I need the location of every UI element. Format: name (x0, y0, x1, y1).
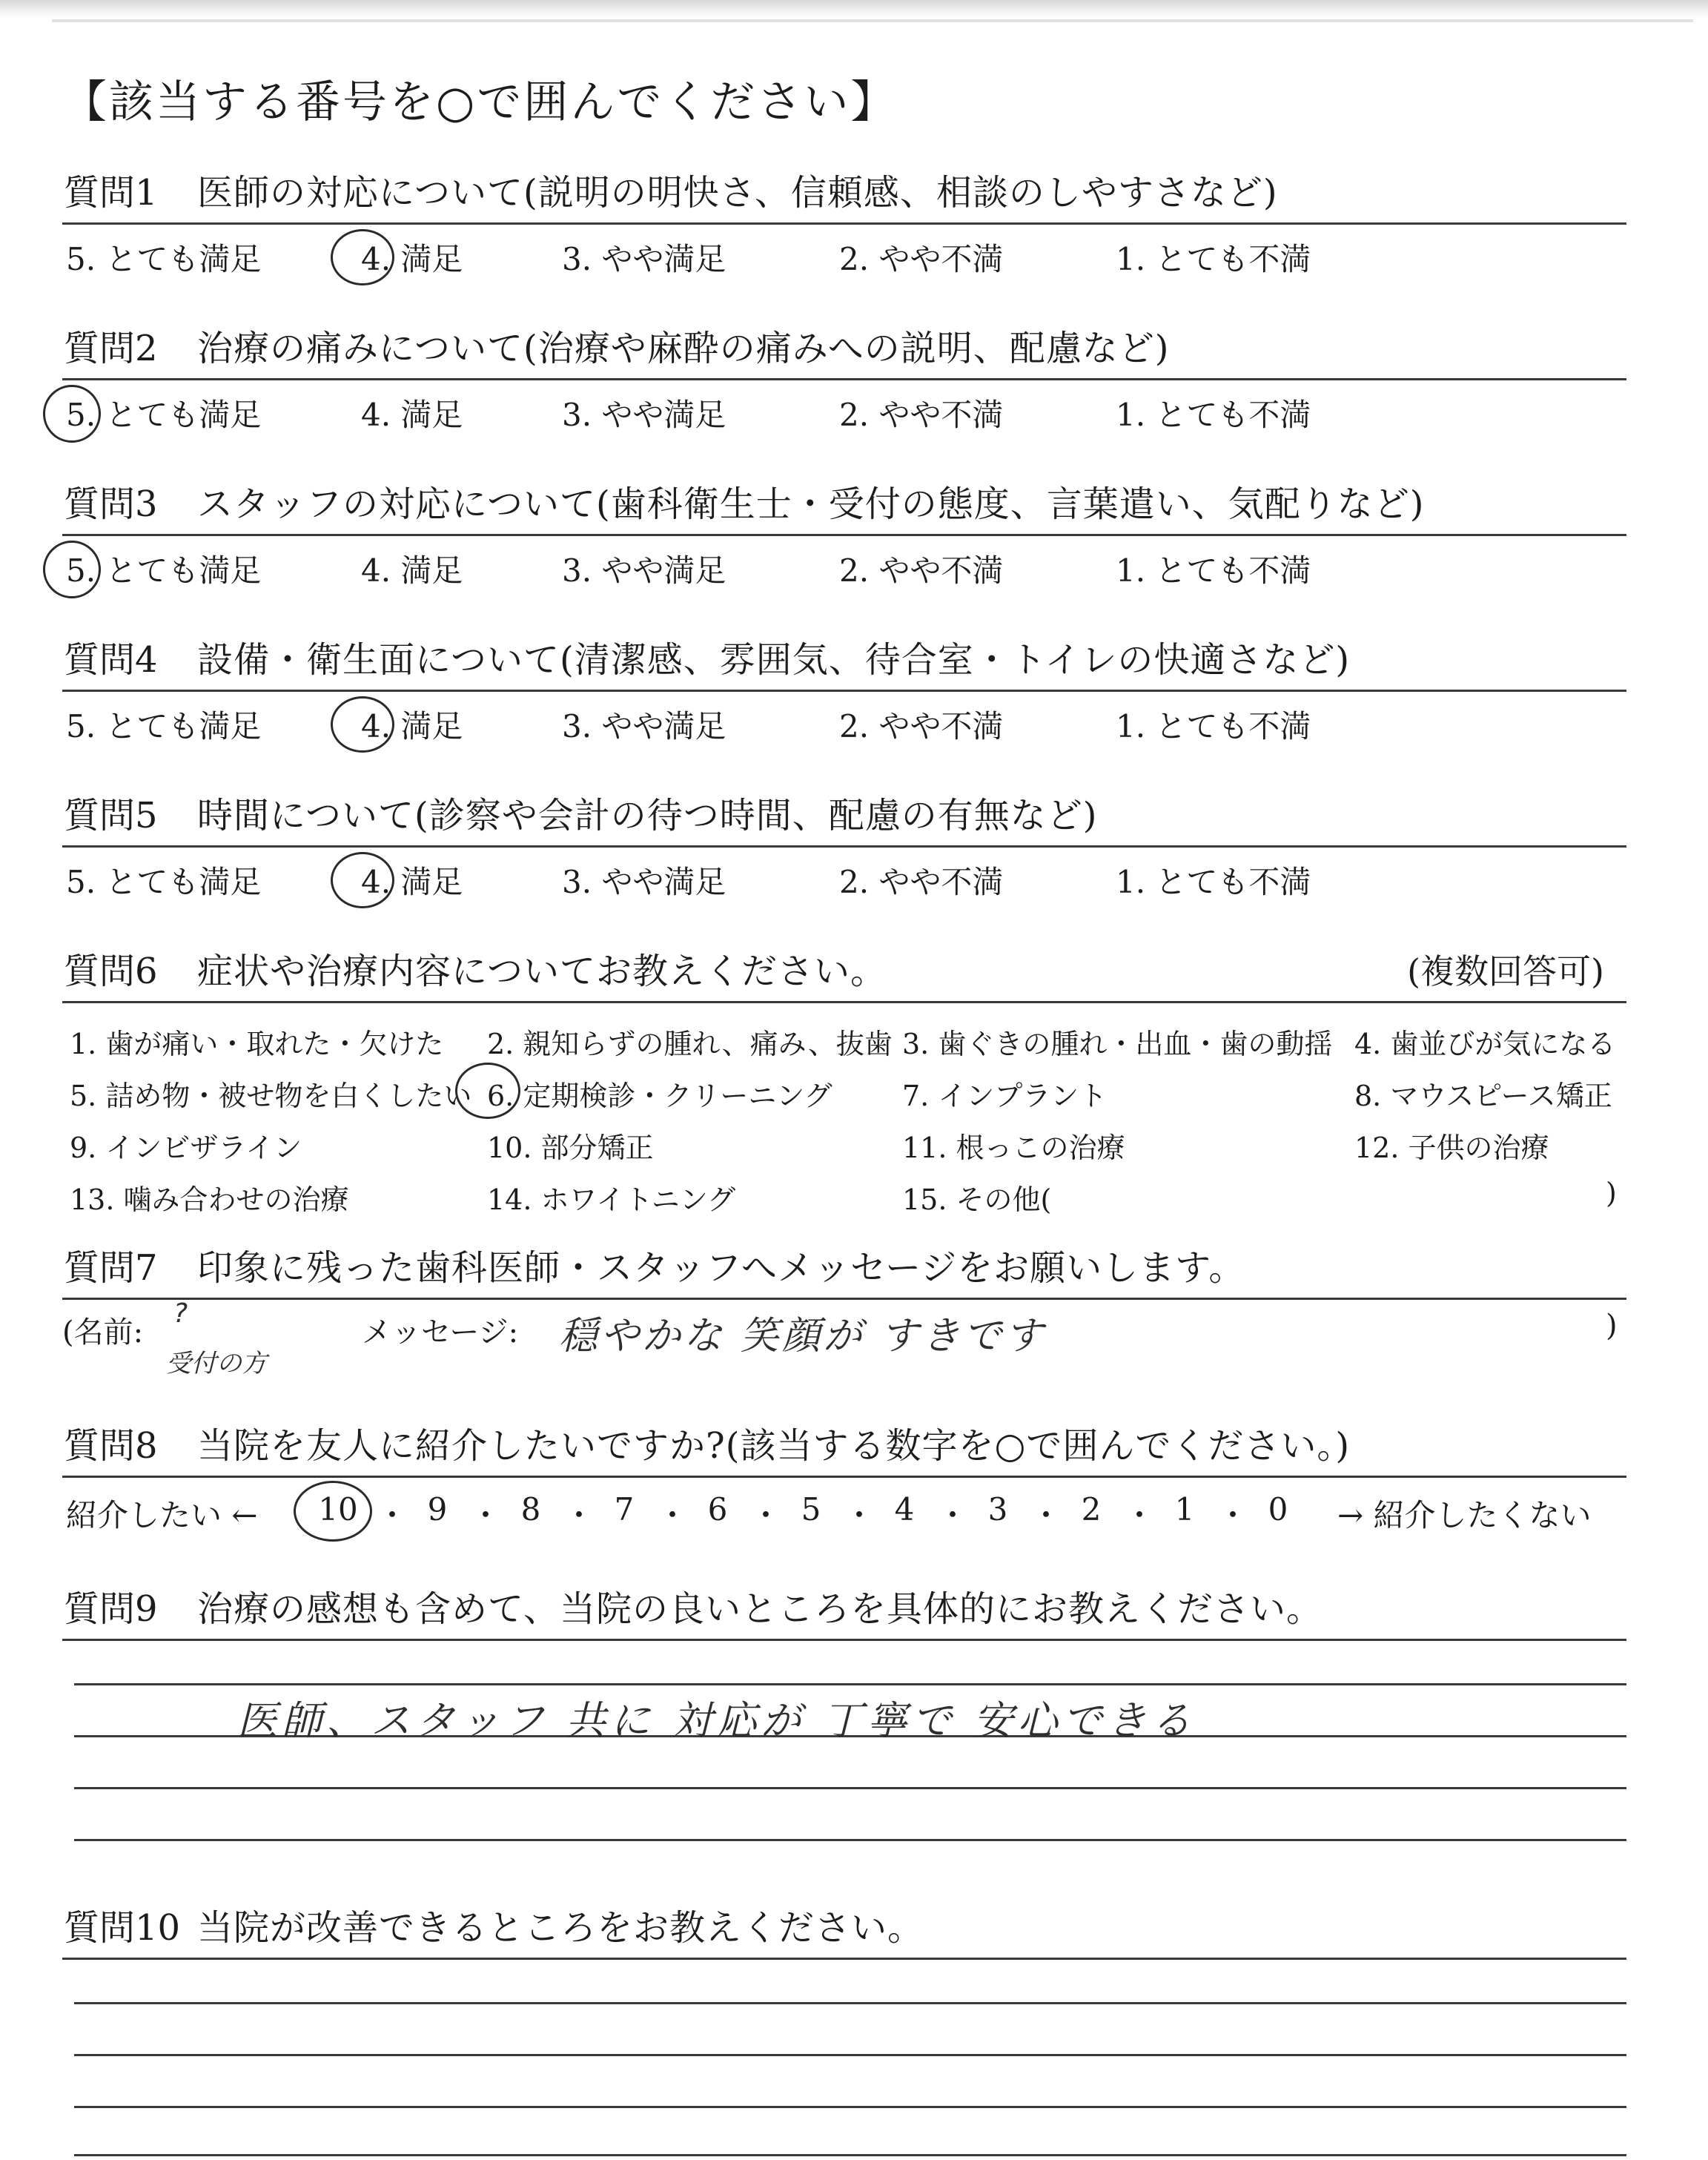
question-text: 印象に残った歯科医師・スタッフへメッセージをお願いします。 (197, 1247, 1245, 1289)
question-4 (62, 615, 1626, 756)
question-3-header (62, 460, 1626, 536)
form-title: 【該当する番号を○で囲んでください】 (62, 76, 898, 128)
question-10-header (62, 1883, 1626, 1960)
scale-right-label: → 紹介したくない (1337, 1497, 1592, 1533)
message-close-paren: ) (1606, 1309, 1618, 1343)
option-very-dissatisfied[interactable]: 1. とても不満 (1116, 241, 1311, 277)
treatment-option[interactable]: 11. 根っこの治療 (902, 1132, 1125, 1164)
question-10 (62, 1883, 1626, 1960)
treatment-option[interactable]: 2. 親知らずの腫れ、痛み、抜歯 (487, 1028, 893, 1060)
treatment-option[interactable]: 8. マウスピース矯正 (1354, 1080, 1612, 1112)
question-9-header (62, 1565, 1626, 1641)
recommend-scale (62, 1478, 1626, 1552)
question-8 (62, 1401, 1626, 1552)
treatment-option-other[interactable]: 15. その他( (902, 1183, 1052, 1216)
scale-separator: ・ (1030, 1497, 1062, 1533)
question-number: 質問2 (64, 328, 158, 369)
option-somewhat-satisfied[interactable]: 3. やや満足 (562, 241, 726, 277)
question-9 (62, 1565, 1626, 1641)
treatment-option[interactable]: 9. インビザライン (70, 1132, 302, 1164)
option-very-satisfied[interactable]: 5. とても満足 (66, 241, 262, 277)
rating-options (62, 692, 1626, 756)
scale-value[interactable]: 7 (614, 1491, 635, 1527)
name-label: (名前: (62, 1315, 144, 1350)
option-somewhat-satisfied[interactable]: 3. やや満足 (562, 397, 726, 433)
answer-line (74, 2054, 1626, 2056)
answer-line (74, 1839, 1626, 1841)
scale-separator: ・ (563, 1497, 595, 1533)
question-number: 質問7 (64, 1247, 158, 1289)
scale-separator: ・ (937, 1497, 969, 1533)
scale-separator: ・ (657, 1497, 689, 1533)
scale-separator: ・ (1124, 1497, 1156, 1533)
option-very-satisfied[interactable]: 5. とても満足 (66, 397, 262, 433)
scale-separator: ・ (470, 1497, 502, 1533)
scale-separator: ・ (750, 1497, 782, 1533)
option-very-dissatisfied[interactable]: 1. とても不満 (1116, 864, 1311, 900)
option-somewhat-dissatisfied[interactable]: 2. やや不満 (839, 397, 1004, 433)
question-number: 質問6 (64, 951, 158, 992)
scale-separator: ・ (377, 1497, 408, 1533)
question-number: 質問4 (64, 639, 158, 681)
question-5-header (62, 771, 1626, 848)
question-8-header (62, 1401, 1626, 1478)
option-satisfied[interactable]: 4. 満足 (361, 552, 463, 589)
option-somewhat-satisfied[interactable]: 3. やや満足 (562, 708, 726, 744)
option-very-satisfied[interactable]: 5. とても満足 (66, 708, 262, 744)
treatment-option[interactable]: 4. 歯並びが気になる (1354, 1028, 1616, 1060)
option-somewhat-dissatisfied[interactable]: 2. やや不満 (839, 864, 1004, 900)
multiple-answers-note: (複数回答可) (1407, 951, 1604, 991)
rating-options (62, 380, 1626, 444)
question-1 (62, 148, 1626, 288)
option-very-dissatisfied[interactable]: 1. とても不満 (1116, 397, 1311, 433)
option-somewhat-dissatisfied[interactable]: 2. やや不満 (839, 708, 1004, 744)
treatment-option[interactable]: 6. 定期検診・クリーニング (487, 1080, 833, 1112)
treatment-option[interactable]: 7. インプラント (902, 1080, 1108, 1112)
option-satisfied[interactable]: 4. 満足 (361, 241, 463, 277)
question-3 (62, 460, 1626, 600)
scale-value[interactable]: 3 (987, 1491, 1008, 1527)
question-5 (62, 771, 1626, 911)
question-text: 治療の感想も含めて、当院の良いところを具体的にお教えください。 (197, 1588, 1323, 1630)
treatment-option[interactable]: 3. 歯ぐきの腫れ・出血・歯の動揺 (902, 1028, 1333, 1060)
rating-options (62, 536, 1626, 600)
answer-line (74, 2106, 1626, 2108)
question-2 (62, 304, 1626, 444)
question-2-header (62, 304, 1626, 380)
question-text: 設備・衛生面について(清潔感、雰囲気、待合室・トイレの快適さなど) (197, 639, 1351, 681)
scale-separator: ・ (1217, 1497, 1249, 1533)
option-very-satisfied[interactable]: 5. とても満足 (66, 552, 262, 589)
name-value-handwritten: ? (173, 1298, 188, 1329)
question-number: 質問8 (64, 1425, 158, 1467)
rating-options (62, 848, 1626, 911)
question-number: 質問1 (64, 172, 158, 214)
question-text: 症状や治療内容についてお教えください。 (197, 951, 887, 992)
option-very-satisfied[interactable]: 5. とても満足 (66, 864, 262, 900)
question-1-header (62, 148, 1626, 225)
question-text: 医師の対応について(説明の明快さ、信頼感、相談のしやすさなど) (197, 172, 1278, 214)
question-number: 質問5 (64, 795, 158, 836)
answer-line (74, 2154, 1626, 2156)
message-value-handwritten: 穏やかな 笑顔が すきです (559, 1314, 1047, 1358)
option-satisfied[interactable]: 4. 満足 (361, 864, 463, 900)
question-text: 時間について(診察や会計の待つ時間、配慮の有無など) (197, 795, 1098, 836)
treatment-option[interactable]: 1. 歯が痛い・取れた・欠けた (70, 1028, 444, 1060)
scale-value[interactable]: 2 (1081, 1491, 1102, 1527)
option-very-dissatisfied[interactable]: 1. とても不満 (1116, 552, 1311, 589)
treatment-option[interactable]: 10. 部分矯正 (487, 1132, 654, 1164)
option-satisfied[interactable]: 4. 満足 (361, 708, 463, 744)
question-number: 質問9 (64, 1588, 158, 1630)
name-value-handwritten-2: 受付の方 (166, 1349, 267, 1378)
answer-line (74, 1787, 1626, 1789)
question-6 (62, 927, 1626, 1216)
q9-answer-handwritten: 医師、スタッフ 共に 対応が 丁寧で 安心できる (237, 1697, 1196, 1744)
option-very-dissatisfied[interactable]: 1. とても不満 (1116, 708, 1311, 744)
answer-line (74, 2002, 1626, 2004)
other-close-paren: ) (1606, 1177, 1617, 1209)
treatment-option[interactable]: 14. ホワイトニング (487, 1183, 736, 1216)
scale-value[interactable]: 9 (427, 1491, 448, 1527)
question-number: 質問3 (64, 483, 158, 525)
scale-value[interactable]: 6 (707, 1491, 728, 1527)
question-6-header (62, 927, 1626, 1003)
option-somewhat-satisfied[interactable]: 3. やや満足 (562, 552, 726, 589)
option-somewhat-dissatisfied[interactable]: 2. やや不満 (839, 552, 1004, 589)
scale-value[interactable]: 8 (520, 1491, 541, 1527)
option-somewhat-dissatisfied[interactable]: 2. やや不満 (839, 241, 1004, 277)
treatment-option[interactable]: 12. 子供の治療 (1354, 1132, 1549, 1164)
message-label: メッセージ: (362, 1315, 519, 1350)
scale-value[interactable]: 4 (894, 1491, 915, 1527)
treatment-option[interactable]: 5. 詰め物・被せ物を白くしたい (70, 1080, 472, 1112)
scale-value[interactable]: 10 (318, 1491, 358, 1527)
treatment-option[interactable]: 13. 噛み合わせの治療 (70, 1183, 349, 1216)
question-text: スタッフの対応について(歯科衛生士・受付の態度、言葉遣い、気配りなど) (197, 483, 1425, 525)
rating-options (62, 225, 1626, 288)
question-number: 質問10 (64, 1907, 181, 1949)
question-text: 当院を友人に紹介したいですか?(該当する数字を○で囲んでください。) (197, 1425, 1351, 1467)
scale-value[interactable]: 5 (801, 1491, 821, 1527)
scale-separator: ・ (844, 1497, 875, 1533)
question-text: 治療の痛みについて(治療や麻酔の痛みへの説明、配慮など) (197, 328, 1170, 369)
question-7-header (62, 1223, 1626, 1300)
treatment-options (62, 1003, 1626, 1216)
scale-value[interactable]: 1 (1174, 1491, 1195, 1527)
answer-line (74, 1683, 1626, 1685)
question-4-header (62, 615, 1626, 692)
question-7 (62, 1223, 1626, 1389)
message-row (62, 1300, 1626, 1389)
option-satisfied[interactable]: 4. 満足 (361, 397, 463, 433)
option-somewhat-satisfied[interactable]: 3. やや満足 (562, 864, 726, 900)
question-text: 当院が改善できるところをお教えください。 (197, 1907, 924, 1949)
scale-value[interactable]: 0 (1268, 1491, 1288, 1527)
scale-left-label: 紹介したい ← (66, 1497, 258, 1533)
